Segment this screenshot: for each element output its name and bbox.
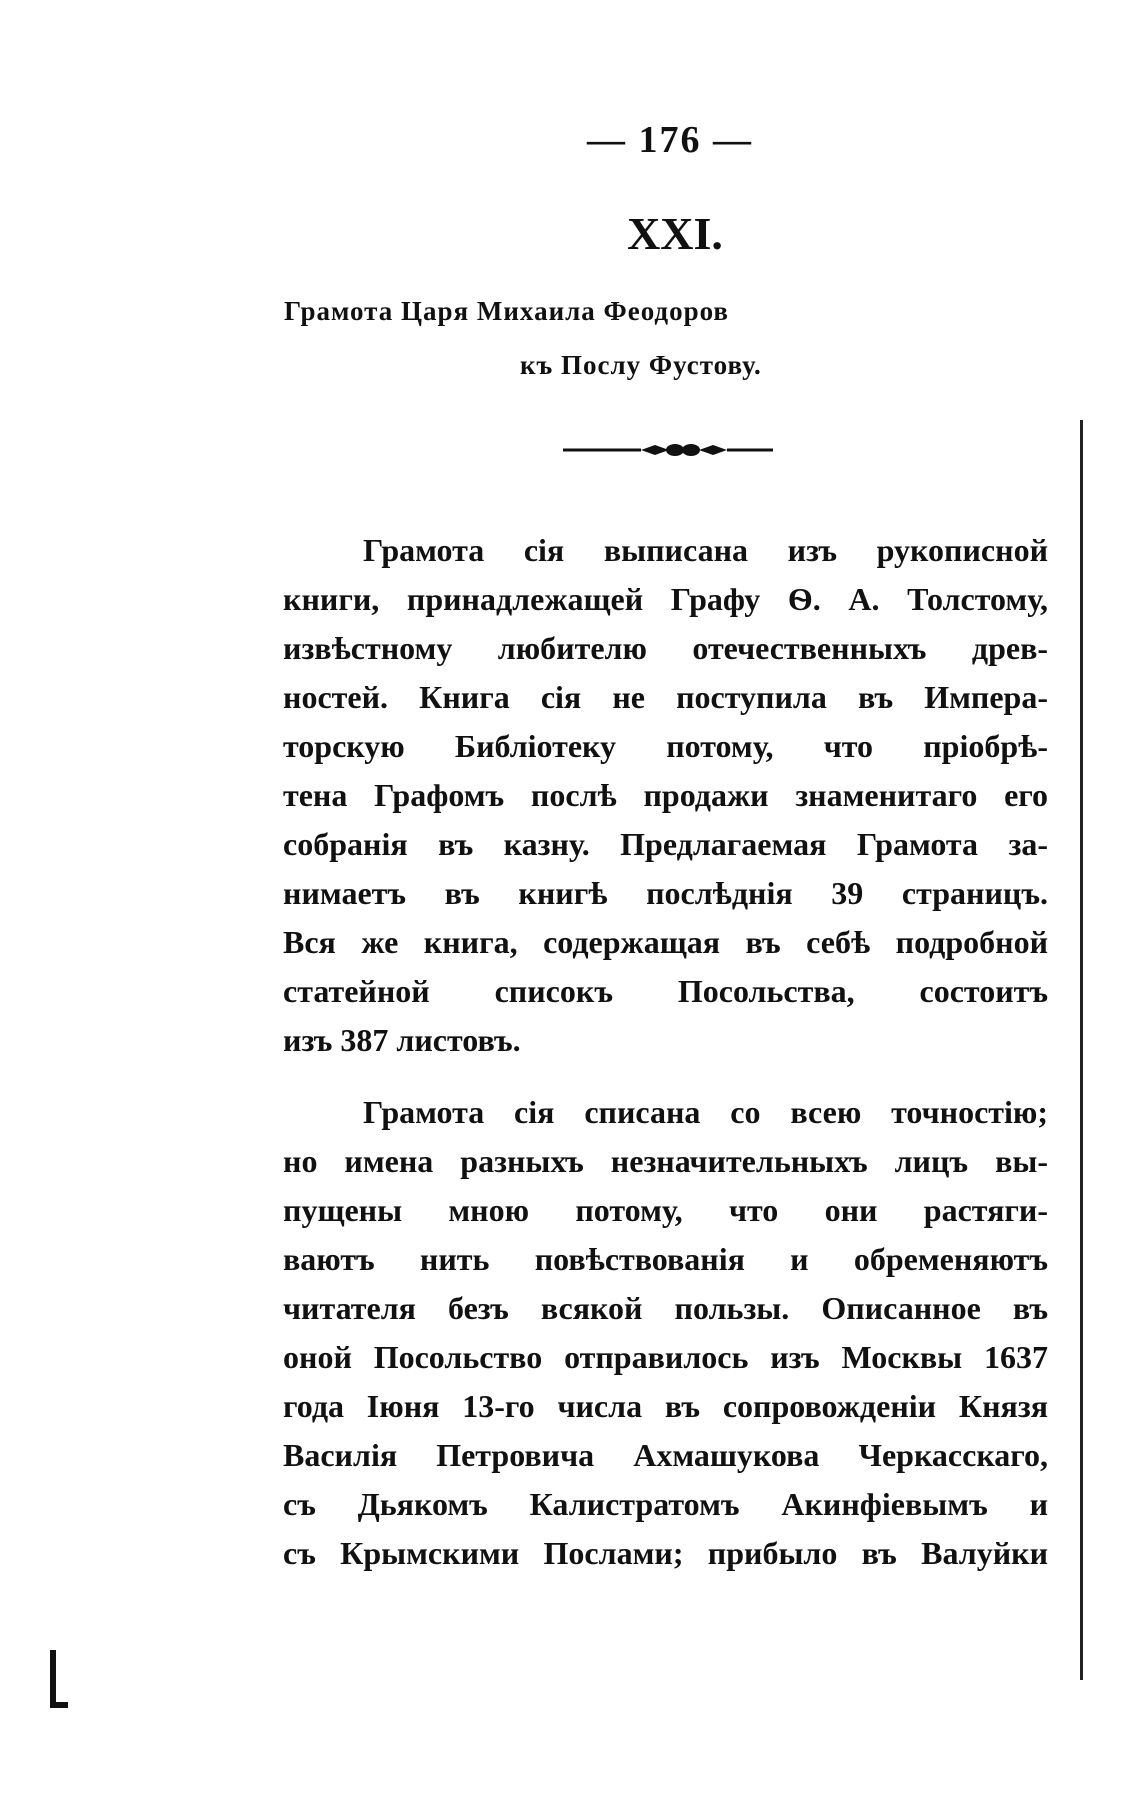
text-line: нимаетъ въ книгѣ послѣднія 39 страницъ.	[283, 875, 1048, 911]
text-line: ностей. Книга сія не поступила въ Импера-	[283, 679, 1048, 715]
text-line: изъ 387 листовъ.	[283, 1022, 521, 1058]
text-line: Вся же книга, содержащая въ себѣ подробной	[283, 924, 1048, 960]
text-line: Василія Петровича Ахмашукова Черкасскаго,	[283, 1437, 1048, 1473]
text-line: года Іюня 13-го числа въ сопровожденіи Князя	[283, 1388, 1048, 1424]
text-line: Грамота сія списана со всею точностію;	[363, 1094, 1048, 1130]
text-line: съ Дьякомъ Калистратомъ Акинфіевымъ и	[283, 1486, 1048, 1522]
paragraph-1	[283, 526, 1048, 1065]
text-line: ваютъ нить повѣствованія и обременяютъ	[283, 1241, 1048, 1277]
text-line: книги, принадлежащей Графу Ѳ. А. Толстому,	[283, 581, 1048, 617]
page-number: — 176 —	[587, 119, 753, 161]
document-heading-line-2: къ Послу Фустову.	[520, 350, 762, 380]
page-edge-line	[1080, 420, 1083, 1680]
text-line: но имена разныхъ незначительныхъ лицъ вы-	[283, 1143, 1048, 1179]
text-line: читателя безъ всякой пользы. Описанное въ	[283, 1290, 1048, 1326]
text-line: статейной списокъ Посольства, состоитъ	[283, 973, 1048, 1009]
ornament-divider	[563, 437, 773, 463]
text-line: пущены мною потому, что они растяги-	[283, 1192, 1048, 1228]
document-heading-line-1: Грамота Царя Михаила Феодоров	[284, 296, 730, 326]
text-line: извѣстному любителю отечественныхъ древ-	[283, 630, 1048, 666]
scan-corner-mark	[50, 1650, 56, 1708]
text-line: торскую Библіотеку потому, что пріобрѣ-	[283, 728, 1048, 764]
text-line: Грамота сія выписана изъ рукописной	[363, 532, 1048, 568]
text-line: оной Посольство отправилось изъ Москвы 1637	[283, 1339, 1048, 1375]
text-line: тена Графомъ послѣ продажи знаменитаго его	[283, 777, 1048, 813]
paragraph-2	[283, 1088, 1048, 1578]
text-line: собранія въ казну. Предлагаемая Грамота за-	[283, 826, 1048, 862]
chapter-number: XXI.	[627, 208, 723, 259]
text-line: съ Крымскими Послами; прибыло въ Валуйки	[283, 1535, 1048, 1571]
scan-corner-mark-foot	[50, 1702, 68, 1708]
